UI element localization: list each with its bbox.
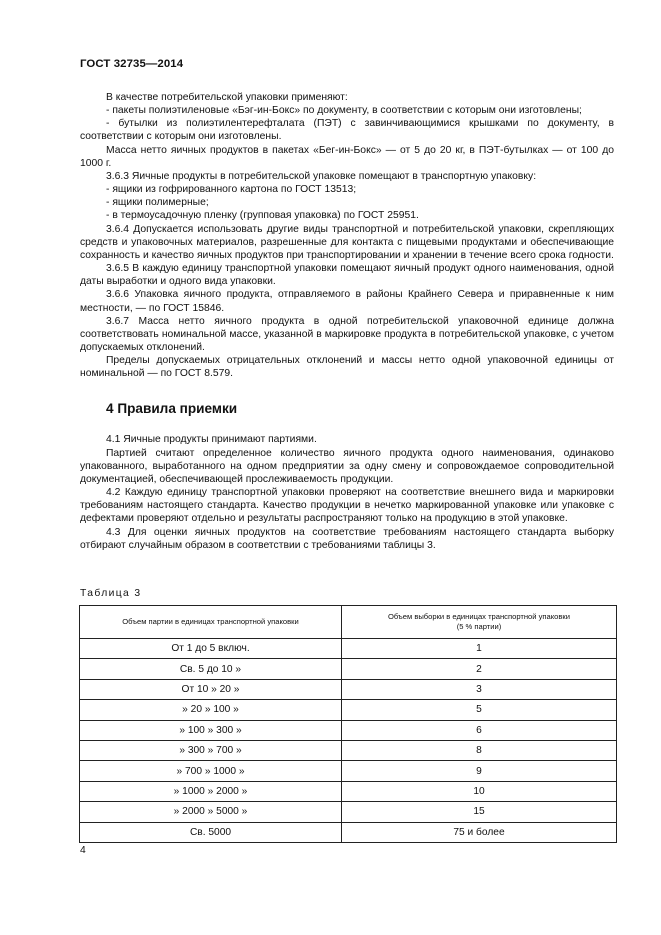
document-header: ГОСТ 32735—2014 [80,58,184,70]
header-text: (5 % партии) [456,622,502,631]
lot-size-cell: » 2000 » 5000 » [80,802,342,822]
sample-size-cell: 2 [342,659,617,679]
sample-size-cell: 6 [342,720,617,740]
paragraph: - пакеты полиэтиленовые «Бэг-ин-Бокс» по документу, в соответствии с которым они изготовлены; [106,105,582,117]
paragraph: - в термоусадочную пленку (групповая упаковка) по ГОСТ 25951. [106,210,419,222]
header-text: Объем партии в единицах транспортной упаковки [122,617,299,626]
paragraph: 3.6.6 Упаковка яичного продукта, отправляемого в районы Крайнего Севера и приравненные к ним местности, — по ГОСТ 15846. [80,289,614,314]
table-header-row [80,606,617,639]
paragraph: В качестве потребительской упаковки применяют: [106,92,348,103]
paragraph: Масса нетто яичных продуктов в пакетах «Бег-ин-Бокс» — от 5 до 20 кг, в ПЭТ-бутылках — от 100 до 1000 г. [80,144,614,169]
paragraph: 4.2 Каждую единицу транспортной упаковки проверяют на соответствие внешнего вида и маркировки требованиям настоящего стандарта. Качество продукции в нечетко маркированной упаковке или упаковке с дефектами проверяют отдельно и результаты распространяют только на продукцию в этой упаковке. [80,487,614,525]
page-number: 4 [80,845,86,856]
body-text [80,91,614,552]
paragraph: 3.6.5 В каждую единицу транспортной упаковки помещают яичный продукт одного наименования, одной даты выработки и одного вида упаковки. [80,263,614,288]
table-row [80,679,617,699]
lot-size-cell: От 10 » 20 » [80,679,342,699]
paragraph: Пределы допускаемых отрицательных отклонений и массы нетто одной упаковочной единицы от номинальной — по ГОСТ 8.579. [80,355,614,380]
table-row [80,761,617,781]
lot-size-cell: Св. 5000 [80,822,342,842]
table-header-cell [342,606,617,639]
paragraph: - бутылки из полиэтилентерефталата (ПЭТ) с завинчивающимися крышками по документу, в соответствии с которым они изготовлены. [80,118,614,143]
table-row [80,802,617,822]
table-row [80,659,617,679]
lot-size-cell: » 300 » 700 » [80,740,342,760]
sample-size-cell: 1 [342,639,617,659]
lot-size-cell: » 20 » 100 » [80,700,342,720]
lot-size-cell: » 1000 » 2000 » [80,781,342,801]
paragraph: - ящики из гофрированного картона по ГОСТ 13513; [106,184,357,196]
lot-size-cell: От 1 до 5 включ. [80,639,342,659]
lot-size-cell: Св. 5 до 10 » [80,659,342,679]
section-heading: 4 Правила приемки [106,401,238,417]
sample-size-cell: 15 [342,802,617,822]
lot-size-cell: » 700 » 1000 » [80,761,342,781]
table-row [80,639,617,659]
sample-size-cell: 8 [342,740,617,760]
paragraph: Партией считают определенное количество яичного продукта одного наименования, одинаково упакованного, выработанного на одном предприятии за одну смену и сопровождаемое сопроводительной документацией, обеспечивающей прослеживаемость продукции. [80,447,614,485]
paragraph: 3.6.4 Допускается использовать другие виды транспортной и потребительской упаковки, скрепляющих средств и упаковочных материалов, разрешенные для контакта с пищевыми продуктами и обеспечивающие сохранность и качество яичных продуктов при транспортировании и хранении в течение всего срока годности. [80,223,614,261]
paragraph: 3.6.3 Яичные продукты в потребительской упаковке помещают в транспортную упаковку: [106,170,537,182]
table-header-cell [80,606,342,639]
sample-size-table [79,605,617,843]
table-row [80,740,617,760]
paragraph: 3.6.7 Масса нетто яичного продукта в одной потребительской упаковочной единице должна соответствовать номинальной массе, указанной в маркировке продукта в потребительской упаковке, с учетом допускаемых отклонений. [80,315,614,353]
paragraph: 4.3 Для оценки яичных продуктов на соответствие требованиям настоящего стандарта выборку отбирают случайным образом в соответствии с требованиями таблицы 3. [80,526,614,551]
header-text: Объем выборки в единицах транспортной упаковки [388,612,570,621]
paragraph: 4.1 Яичные продукты принимают партиями. [106,434,317,446]
sample-size-cell: 3 [342,679,617,699]
sample-size-cell: 9 [342,761,617,781]
table-row [80,781,617,801]
table-row [80,720,617,740]
lot-size-cell: » 100 » 300 » [80,720,342,740]
table-row [80,700,617,720]
paragraph: - ящики полимерные; [106,197,209,209]
sample-size-cell: 5 [342,700,617,720]
sample-size-cell: 75 и более [342,822,617,842]
table-row [80,822,617,842]
table-caption: Таблица 3 [80,588,142,599]
sample-size-cell: 10 [342,781,617,801]
